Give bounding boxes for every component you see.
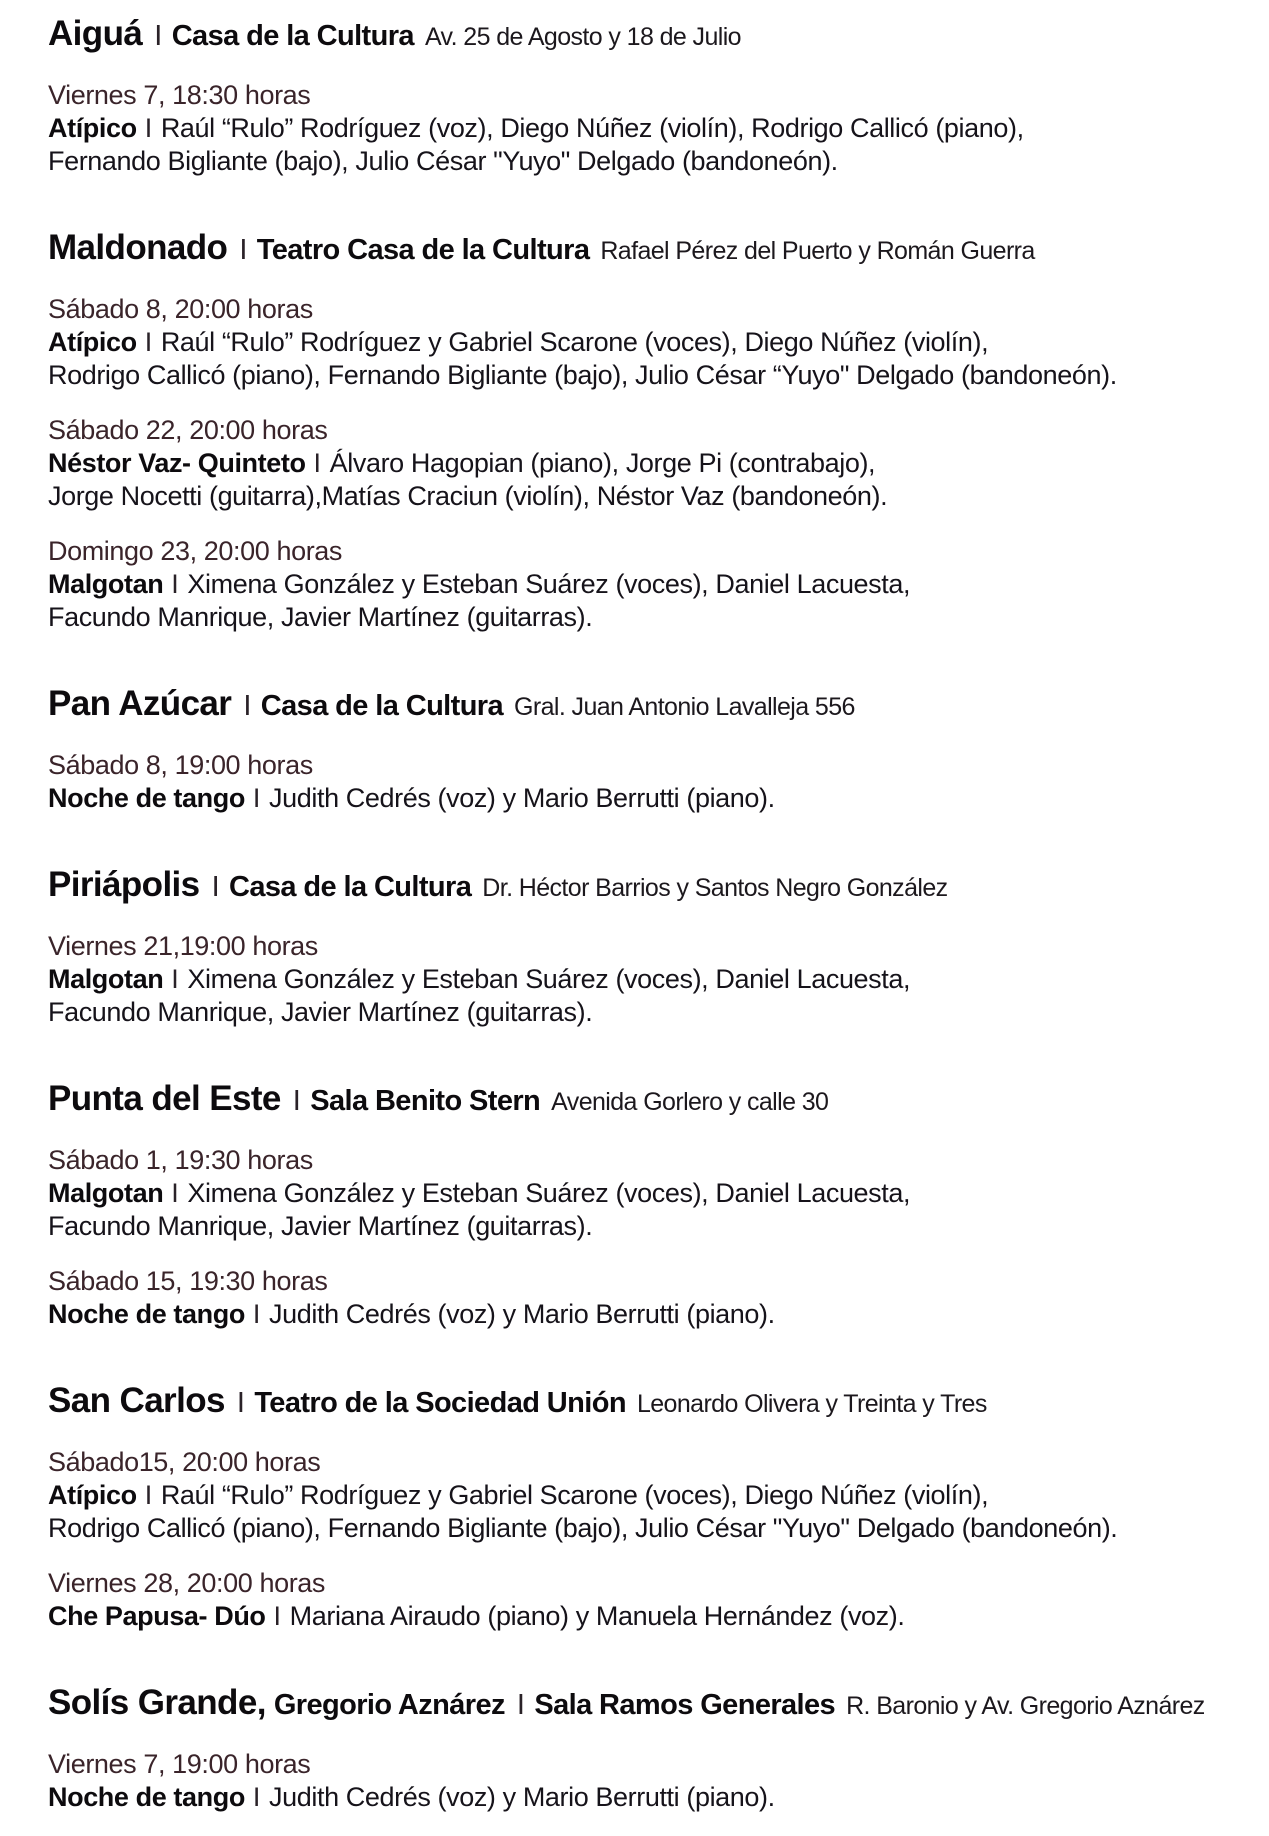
venue-address: Dr. Héctor Barrios y Santos Negro González [482, 874, 948, 902]
venue-name: Casa de la Cultura [171, 20, 414, 52]
city-name: Piriápolis [48, 865, 200, 904]
performers-text: Raúl “Rulo” Rodríguez y Gabriel Scarone (voces), Diego Núñez (violín), [160, 1480, 989, 1510]
performers-text: Facundo Manrique, Javier Martínez (guitarras). [48, 1211, 593, 1241]
event-artist-line [48, 1600, 1249, 1633]
separator-bar: I [154, 20, 162, 52]
event-artist-line [48, 447, 1249, 480]
venue-name: Teatro de la Sociedad Unión [254, 1387, 626, 1419]
section-maldonado [48, 228, 1249, 656]
separator-bar: I [144, 327, 152, 357]
event-artist-line [48, 1177, 1249, 1210]
performers-text: Judith Cedrés (voz) y Mario Berrutti (piano). [269, 1299, 775, 1329]
section-header [48, 1381, 1249, 1424]
event-date: Sábado 15, 19:30 horas [48, 1266, 328, 1296]
section-header [48, 1079, 1249, 1122]
separator-bar: I [313, 448, 321, 478]
venue-address: Leonardo Olivera y Treinta y Tres [636, 1390, 987, 1418]
event-artist-line [48, 1298, 1249, 1331]
event [48, 293, 1249, 392]
event-date: Viernes 21,19:00 horas [48, 931, 318, 961]
venue-address: Gral. Juan Antonio Lavalleja 556 [514, 693, 855, 721]
venue-name: Casa de la Cultura [260, 690, 504, 722]
section-header [48, 14, 1249, 57]
performers-text: Facundo Manrique, Javier Martínez (guitarras). [48, 997, 593, 1027]
event-artist-line [48, 326, 1249, 359]
performers-text: Álvaro Hagopian (piano), Jorge Pi (contrabajo), [329, 448, 876, 478]
separator-bar: I [252, 783, 261, 813]
event [48, 79, 1249, 178]
section-san-carlos [48, 1381, 1249, 1655]
separator-bar: I [171, 964, 179, 994]
separator-bar: I [236, 1387, 245, 1419]
separator-bar: I [252, 1299, 261, 1329]
performers-text: Fernando Bigliante (bajo), Julio César "Yuyo" Delgado (bandoneón). [48, 146, 838, 176]
performers-text: Ximena González y Esteban Suárez (voces), Daniel Lacuesta, [187, 964, 911, 994]
event-date: Sábado 1, 19:30 horas [48, 1145, 313, 1175]
event-date: Sábado 8, 19:00 horas [48, 750, 313, 780]
venue-address: Avenida Gorlero y calle 30 [551, 1088, 829, 1116]
city-name: Maldonado [48, 228, 228, 267]
event-date: Sábado 8, 20:00 horas [48, 294, 313, 324]
artist-name: Malgotan [48, 569, 164, 599]
artist-name: Malgotan [48, 964, 164, 994]
event-artist-line [48, 782, 1249, 815]
performers-text: Rodrigo Callicó (piano), Fernando Bigliante (bajo), Julio César "Yuyo" Delgado (bandoneón). [48, 1513, 1118, 1543]
performers-text: Facundo Manrique, Javier Martínez (guitarras). [48, 602, 593, 632]
event [48, 1265, 1249, 1331]
artist-name: Néstor Vaz- Quinteto [48, 448, 306, 478]
section-pan-azucar [48, 684, 1249, 837]
event [48, 1144, 1249, 1243]
performers-text: Mariana Airaudo (piano) y Manuela Hernández (voz). [289, 1601, 905, 1631]
venue-address: Rafael Pérez del Puerto y Román Guerra [600, 237, 1035, 265]
section-header [48, 865, 1249, 908]
separator-bar: I [239, 234, 247, 266]
separator-bar: I [171, 1178, 179, 1208]
event-date: Viernes 7, 18:30 horas [48, 80, 311, 110]
city-name: Aiguá [48, 14, 143, 53]
venue-name: Teatro Casa de la Cultura [256, 234, 590, 266]
separator-bar: I [211, 871, 220, 903]
venue-address: Av. 25 de Agosto y 18 de Julio [424, 23, 741, 51]
event-artist-line [48, 112, 1249, 145]
section-solis-grande [48, 1683, 1249, 1836]
separator-bar: I [243, 690, 251, 722]
city-name: Solís Grande, [48, 1683, 266, 1722]
separator-bar: I [292, 1085, 301, 1117]
performers-text: Ximena González y Esteban Suárez (voces), Daniel Lacuesta, [187, 569, 911, 599]
city-name: San Carlos [48, 1381, 225, 1420]
section-punta-del-este [48, 1079, 1249, 1353]
venue-name: Sala Benito Stern [310, 1085, 541, 1117]
performers-text: Rodrigo Callicó (piano), Fernando Bigliante (bajo), Julio César “Yuyo" Delgado (bandoneón). [48, 360, 1117, 390]
venue-name: Sala Ramos Generales [534, 1689, 836, 1721]
city-name: Pan Azúcar [48, 684, 232, 723]
event [48, 1446, 1249, 1545]
event-artist-line [48, 568, 1249, 601]
event [48, 1567, 1249, 1633]
event [48, 535, 1249, 634]
separator-bar: I [144, 113, 152, 143]
artist-name: Atípico [48, 327, 137, 357]
artist-name: Atípico [48, 1480, 137, 1510]
artist-name: Malgotan [48, 1178, 164, 1208]
separator-bar: I [252, 1782, 261, 1812]
artist-name: Noche de tango [48, 1299, 245, 1329]
performers-text: Jorge Nocetti (guitarra),Matías Craciun (violín), Néstor Vaz (bandoneón). [48, 481, 888, 511]
artist-name: Noche de tango [48, 1782, 245, 1812]
event-artist-line [48, 1781, 1249, 1814]
event-date: Sábado15, 20:00 horas [48, 1447, 321, 1477]
event [48, 414, 1249, 513]
performers-text: Ximena González y Esteban Suárez (voces), Daniel Lacuesta, [187, 1178, 911, 1208]
city-name-secondary: Gregorio Aznárez [273, 1689, 505, 1721]
performers-text: Judith Cedrés (voz) y Mario Berrutti (piano). [269, 1782, 775, 1812]
event-date: Domingo 23, 20:00 horas [48, 536, 342, 566]
event [48, 749, 1249, 815]
event-date: Viernes 7, 19:00 horas [48, 1749, 311, 1779]
performers-text: Raúl “Rulo” Rodríguez y Gabriel Scarone (voces), Diego Núñez (violín), [160, 327, 989, 357]
event-date: Sábado 22, 20:00 horas [48, 415, 328, 445]
section-header [48, 228, 1249, 271]
performers-text: Judith Cedrés (voz) y Mario Berrutti (piano). [269, 783, 775, 813]
venue-name: Casa de la Cultura [229, 871, 472, 903]
city-name: Punta del Este [48, 1079, 281, 1118]
venue-address: R. Baronio y Av. Gregorio Aznárez [846, 1692, 1205, 1720]
separator-bar: I [516, 1689, 525, 1721]
event-artist-line [48, 1479, 1249, 1512]
performers-text: Raúl “Rulo” Rodríguez (voz), Diego Núñez (violín), Rodrigo Callicó (piano), [160, 113, 1024, 143]
section-aigua [48, 14, 1249, 200]
separator-bar: I [273, 1601, 281, 1631]
event [48, 1748, 1249, 1814]
section-header [48, 684, 1249, 727]
separator-bar: I [171, 569, 179, 599]
event-date: Viernes 28, 20:00 horas [48, 1568, 326, 1598]
event-artist-line [48, 963, 1249, 996]
artist-name: Che Papusa- Dúo [48, 1601, 266, 1631]
event [48, 930, 1249, 1029]
separator-bar: I [144, 1480, 152, 1510]
artist-name: Noche de tango [48, 783, 245, 813]
section-piriapolis [48, 865, 1249, 1051]
artist-name: Atípico [48, 113, 137, 143]
section-header [48, 1683, 1249, 1726]
